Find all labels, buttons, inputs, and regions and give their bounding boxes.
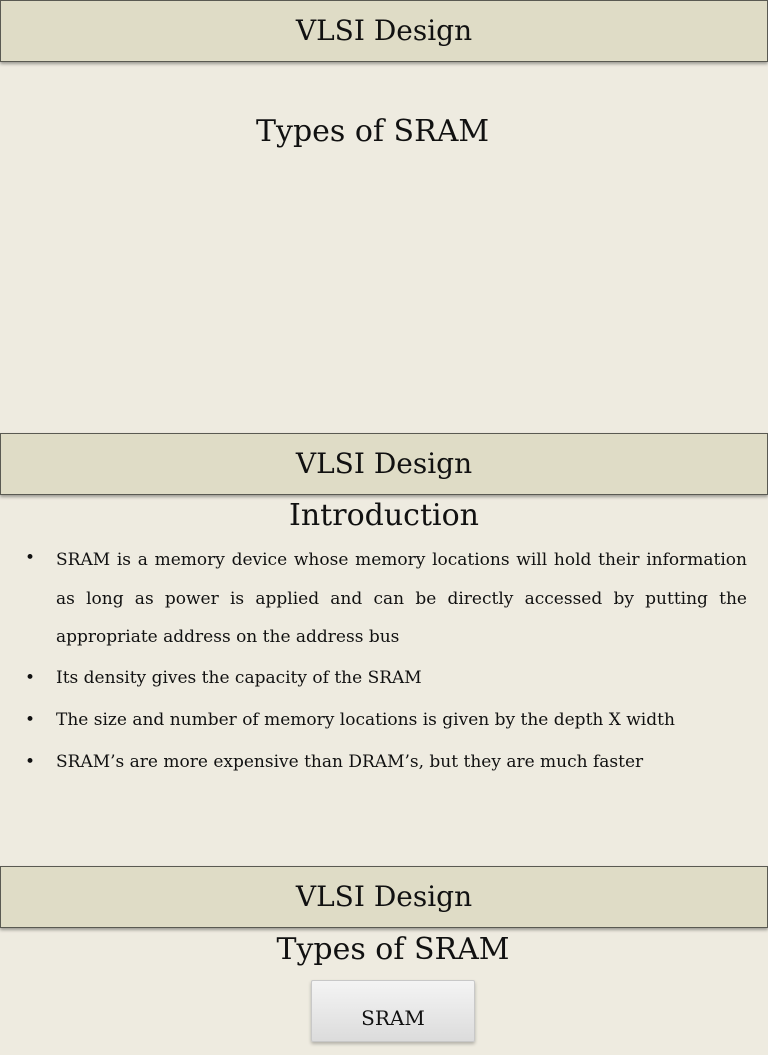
bullet-icon: • — [25, 667, 36, 688]
slide-title: Types of SRAM — [276, 932, 510, 967]
bullet-icon: • — [25, 548, 36, 568]
slide-title: Introduction — [289, 498, 479, 533]
bullet-text: SRAM is a memory device whose memory locations will hold their information as long as power is applied and can be directly accessed by putting the appropriate address on the address bus — [56, 550, 747, 647]
bullet-list — [0, 541, 768, 787]
slide-header: VLSI Design — [0, 866, 768, 928]
slide-1 — [0, 0, 768, 432]
bullet-item — [0, 703, 768, 737]
bullet-text: The size and number of memory locations is given by the depth X width — [56, 709, 675, 730]
diagram-node-sram: SRAM — [311, 980, 475, 1042]
bullet-text: SRAM’s are more expensive than DRAM’s, but they are much faster — [56, 751, 644, 772]
slide-2 — [0, 433, 768, 865]
bullet-item — [0, 745, 768, 779]
bullet-icon: • — [25, 751, 36, 772]
bullet-text: Its density gives the capacity of the SRAM — [56, 667, 422, 688]
bullet-icon: • — [25, 709, 36, 730]
slide-header: VLSI Design — [0, 433, 768, 495]
slide-3 — [0, 866, 768, 1030]
bullet-item — [0, 661, 768, 695]
bullet-item — [0, 541, 768, 657]
slide-title: Types of SRAM — [256, 114, 490, 149]
slide-header: VLSI Design — [0, 0, 768, 62]
